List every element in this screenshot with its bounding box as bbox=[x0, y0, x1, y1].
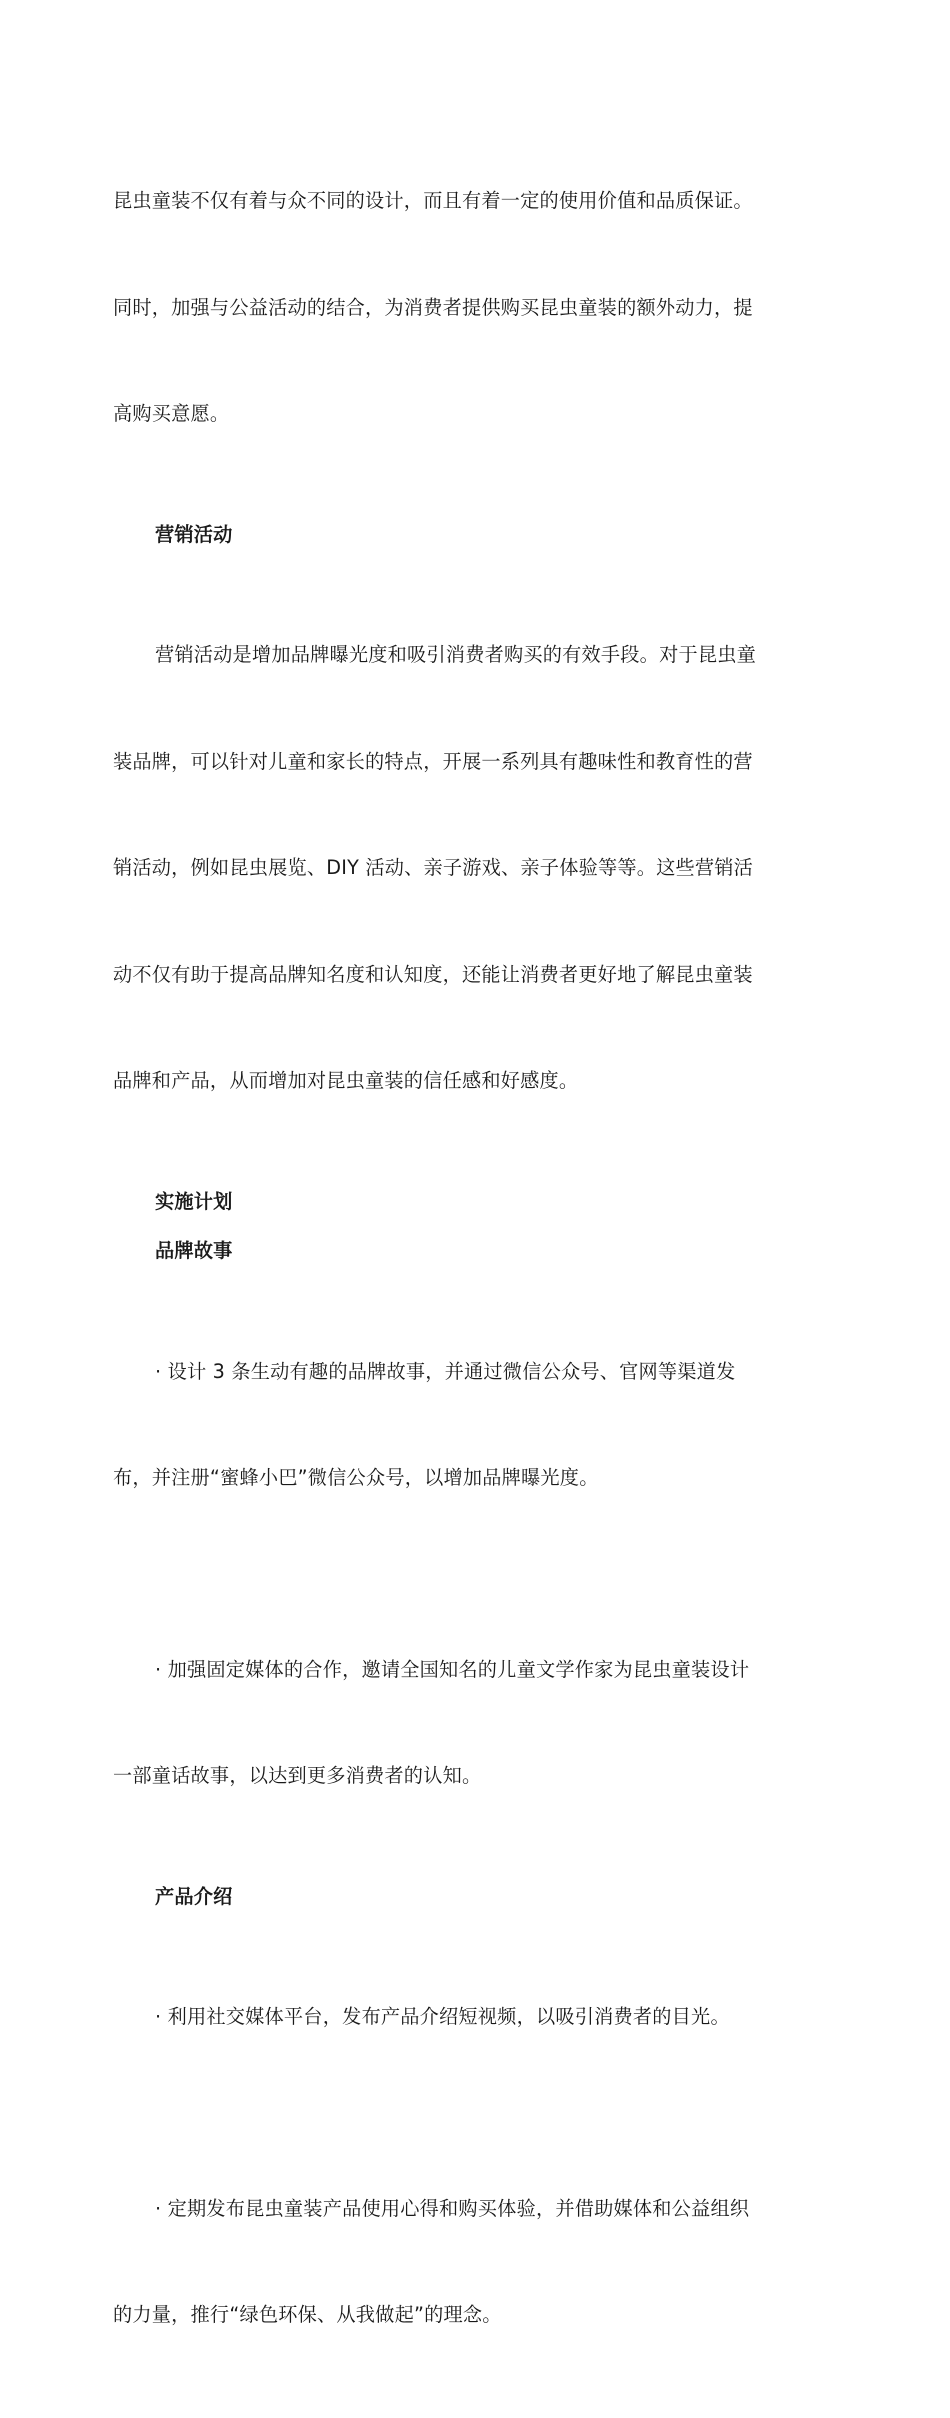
heading-brand-story: 品牌故事 bbox=[155, 1239, 233, 1262]
product-bullet-1 bbox=[113, 1928, 835, 2106]
text-line: 的力量，推行“绿色环保、从我做起”的理念。 bbox=[113, 2303, 502, 2326]
story-bullet-1 bbox=[113, 1283, 835, 1567]
text-line: · 定期发布昆虫童装产品使用心得和购买体验，并借助媒体和公益组织 bbox=[155, 2196, 750, 2220]
intro-paragraph bbox=[113, 112, 835, 503]
text-line: 同时，加强与公益活动的结合，为消费者提供购买昆虫童装的额外动力，提 bbox=[113, 295, 753, 319]
text-line: · 设计 3 条生动有趣的品牌故事，并通过微信公众号、官网等渠道发 bbox=[155, 1359, 736, 1383]
product-bullet-2 bbox=[113, 2120, 835, 2404]
text-line: 营销活动是增加品牌曝光度和吸引消费者购买的有效手段。对于昆虫童 bbox=[155, 643, 757, 666]
text-line: · 利用社交媒体平台，发布产品介绍短视频，以吸引消费者的目光。 bbox=[155, 2005, 730, 2028]
text-line: · 加强固定媒体的合作，邀请全国知名的儿童文学作家为昆虫童装设计 bbox=[155, 1657, 750, 1681]
text-line: 品牌和产品，从而增加对昆虫童装的信任感和好感度。 bbox=[113, 1069, 579, 1092]
story-bullet-2 bbox=[113, 1581, 835, 1865]
marketing-paragraph bbox=[113, 566, 835, 1170]
text-line: 昆虫童装不仅有着与众不同的设计，而且有着一定的使用价值和品质保证。 bbox=[113, 189, 753, 212]
text-line: 高购买意愿。 bbox=[113, 402, 230, 425]
heading-product-intro: 产品介绍 bbox=[155, 1884, 233, 1908]
heading-marketing: 营销活动 bbox=[155, 522, 233, 546]
text-line: 动不仅有助于提高品牌知名度和认知度，还能让消费者更好地了解昆虫童装 bbox=[113, 962, 753, 986]
text-line: 装品牌，可以针对儿童和家长的特点，开展一系列具有趣味性和教育性的营 bbox=[113, 749, 753, 773]
text-line: 布，并注册“蜜蜂小巴”微信公众号，以增加品牌曝光度。 bbox=[113, 1466, 599, 1489]
text-line: 销活动，例如昆虫展览、DIY 活动、亲子游戏、亲子体验等等。这些营销活 bbox=[113, 856, 754, 879]
document-body bbox=[113, 112, 835, 2418]
heading-plan: 实施计划 bbox=[155, 1189, 233, 1213]
text-line: 一部童话故事，以达到更多消费者的认知。 bbox=[113, 1764, 482, 1787]
